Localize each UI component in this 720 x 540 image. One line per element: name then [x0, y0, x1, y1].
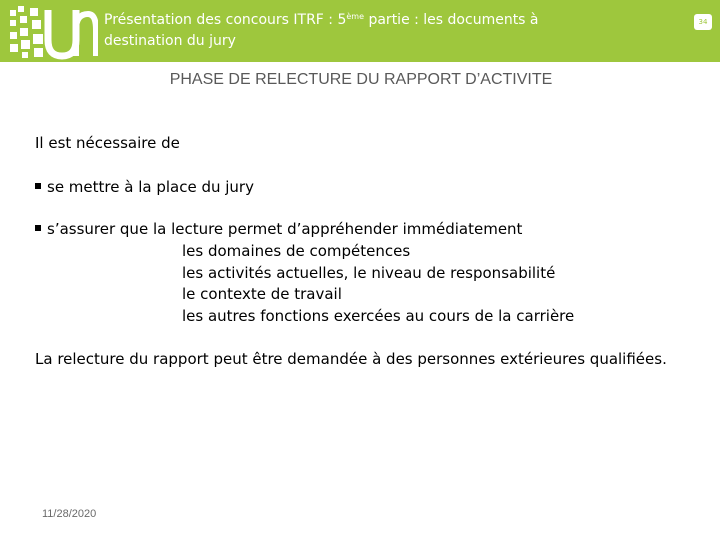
title-main: Présentation des concours ITRF : 5: [104, 12, 347, 28]
presentation-title: [104, 10, 544, 52]
title-line-2: destination du jury: [104, 33, 236, 49]
title-rest: partie : les documents à: [364, 12, 539, 28]
bullet-text: se mettre à la place du jury: [47, 178, 254, 196]
list-item: les domaines de compétences: [182, 242, 411, 260]
bullet-item: [35, 220, 522, 238]
list-item: le contexte de travail: [182, 285, 342, 303]
list-item: les autres fonctions exercées au cours de la carrière: [182, 306, 575, 325]
list-item: les activités actuelles, le niveau de responsabilité: [182, 263, 556, 282]
competence-list: [182, 241, 574, 327]
page-title: PHASE DE RELECTURE DU RAPPORT D’ACTIVITE: [169, 71, 553, 88]
bullet-item: [35, 178, 254, 196]
header-banner: [0, 0, 720, 62]
footer-date: 11/28/2020: [42, 508, 97, 520]
intro-text: Il est nécessaire de: [35, 134, 180, 152]
square-bullet-icon: [35, 225, 41, 231]
slide-number: 34: [694, 14, 712, 30]
conclusion-text: La relecture du rapport peut être demandée à des personnes extérieures qualifiées.: [35, 350, 667, 368]
bullet-text: s’assurer que la lecture permet d’appréhender immédiatement: [47, 220, 523, 238]
title-superscript: ème: [346, 12, 365, 21]
square-bullet-icon: [35, 183, 41, 189]
university-logo-icon: [8, 4, 98, 60]
